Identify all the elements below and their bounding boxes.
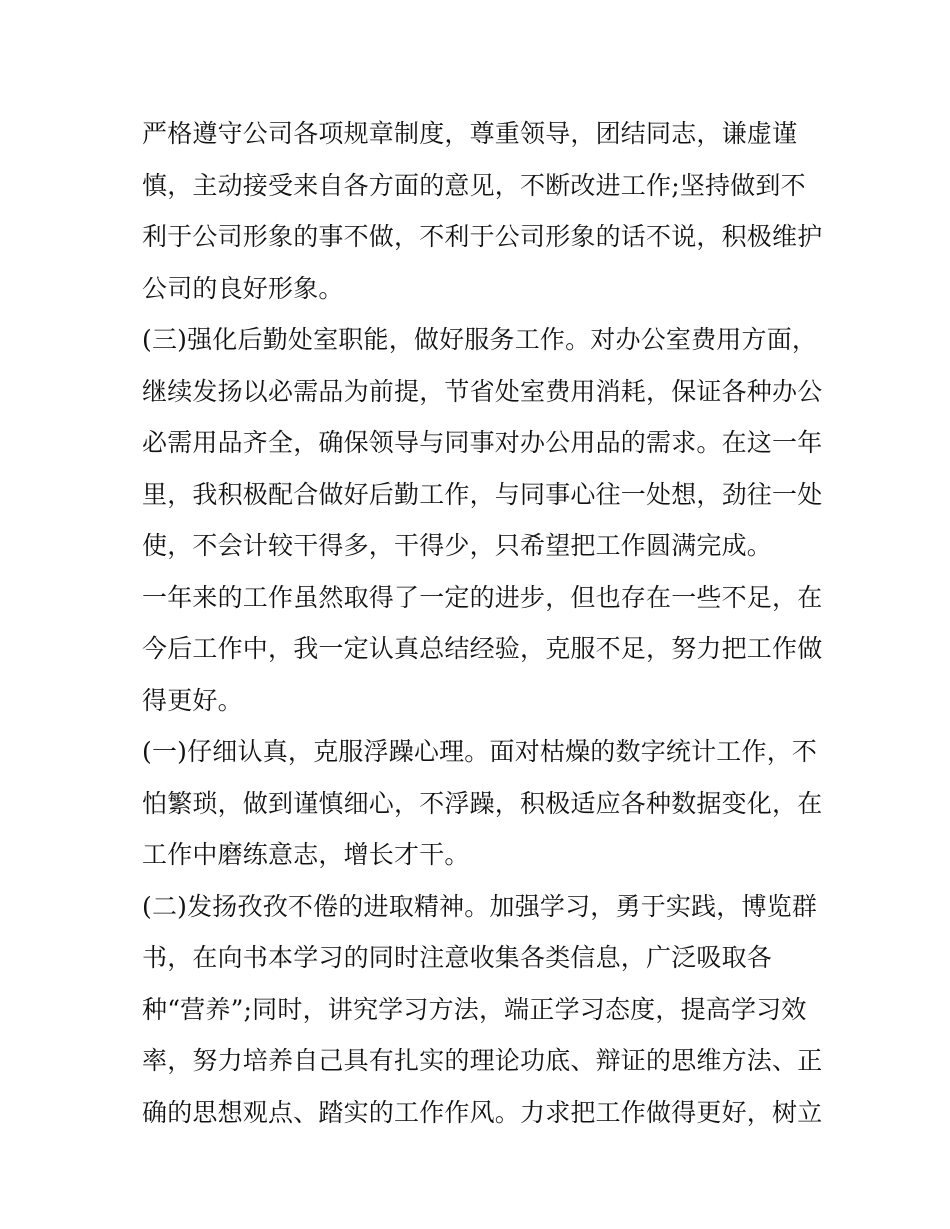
text-line: 里，我积极配合做好后勤工作，与同事心往一处想，劲往一处 xyxy=(142,479,823,509)
text-line: 确的思想观点、踏实的工作作风。力求把工作做得更好，树立 xyxy=(142,1097,823,1127)
text-line: (一)仔细认真，克服浮躁心理。面对枯燥的数字统计工作，不 xyxy=(142,737,818,766)
text-line: 怕繁琐，做到谨慎细心，不浮躁，积极适应各种数据变化，在 xyxy=(142,788,823,818)
text-line: 得更好。 xyxy=(142,685,243,715)
text-line: 公司的良好形象。 xyxy=(142,273,344,303)
text-line: 种“营养”;同时，讲究学习方法，端正学习态度，提高学习效 xyxy=(142,994,807,1024)
text-line: 继续发扬以必需品为前提，节省处室费用消耗，保证各种办公 xyxy=(142,376,823,406)
text-line: (二)发扬孜孜不倦的进取精神。加强学习，勇于实践，博览群 xyxy=(142,891,818,921)
text-line: 利于公司形象的事不做，不利于公司形象的话不说，积极维护 xyxy=(142,222,823,251)
text-line: 必需用品齐全，确保领导与同事对办公用品的需求。在这一年 xyxy=(142,428,823,457)
body-text xyxy=(142,108,822,1138)
text-line: 率，努力培养自己具有扎实的理论功底、辩证的思维方法、正 xyxy=(142,1046,823,1075)
text-line: 今后工作中，我一定认真总结经验，克服不足，努力把工作做 xyxy=(142,634,823,663)
text-line: 严格遵守公司各项规章制度，尊重领导，团结同志，谦虚谨 xyxy=(142,119,798,148)
text-line: 工作中磨练意志，增长才干。 xyxy=(142,840,470,869)
text-line: 一年来的工作虽然取得了一定的进步，但也存在一些不足，在 xyxy=(142,582,823,612)
text-line: (三)强化后勤处室职能，做好服务工作。对办公室费用方面， xyxy=(142,325,818,354)
text-line: 书，在向书本学习的同时注意收集各类信息，广泛吸取各 xyxy=(142,943,773,972)
text-line: 使，不会计较干得多，干得少，只希望把工作圆满完成。 xyxy=(142,531,773,560)
text-line: 慎，主动接受来自各方面的意见，不断改进工作;坚持做到不 xyxy=(142,170,806,200)
